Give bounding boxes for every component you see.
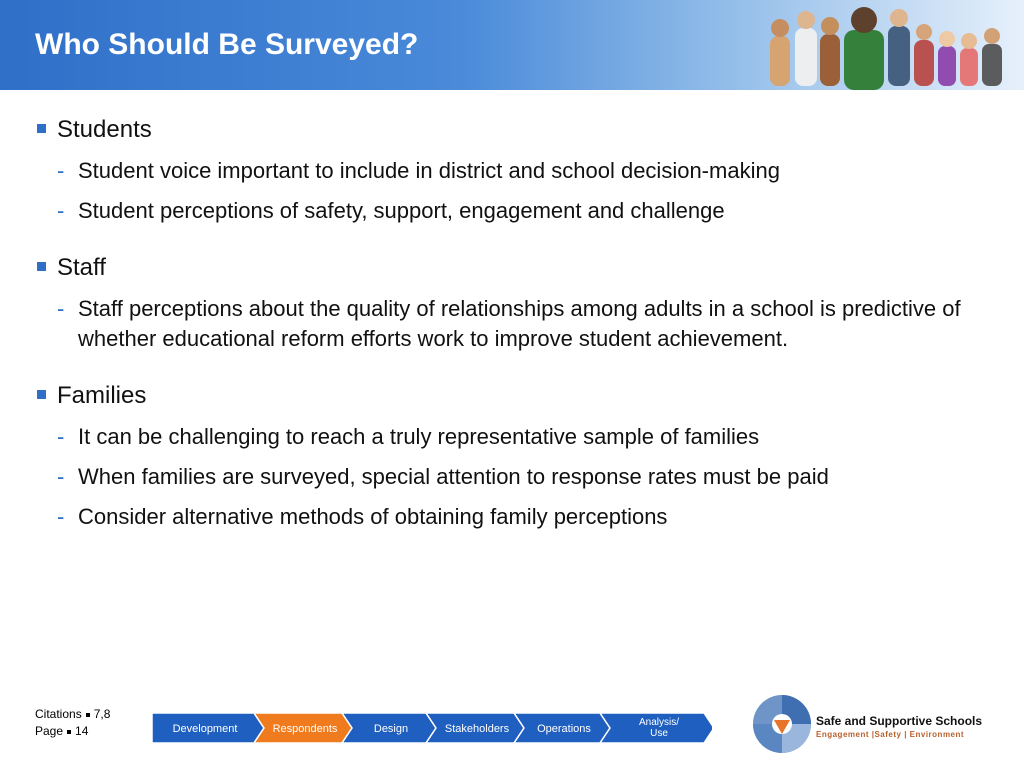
citations-line [35, 706, 110, 723]
logo-subtitle: Engagement |Safety | Environment [816, 730, 965, 739]
list-item-text: Student perceptions of safety, support, engagement and challenge [78, 198, 725, 223]
nav-step-label: Development [172, 723, 238, 735]
heading-text: Staff [57, 254, 106, 281]
list-item [35, 462, 985, 492]
students-photo [760, 6, 1010, 90]
dash-icon: - [57, 424, 65, 449]
list-item [35, 502, 985, 532]
section-heading [35, 114, 985, 146]
nav-step-analysis-use[interactable] [600, 713, 712, 743]
list-item [35, 294, 985, 354]
page-line [35, 723, 110, 740]
nav-step-respondents[interactable] [254, 713, 352, 743]
dash-icon: - [57, 158, 65, 183]
nav-step-operations[interactable] [514, 713, 610, 743]
heading-text: Families [57, 382, 147, 409]
citations-block [35, 706, 110, 740]
process-nav [152, 713, 712, 743]
list-item-text: Staff perceptions about the quality of relationships among adults in a school is predictive of whether educational reform efforts work to improve student achievement. [78, 296, 961, 351]
bullet-square-icon [37, 390, 46, 399]
list-item-text: It can be challenging to reach a truly representative sample of families [78, 424, 760, 449]
nav-step-design[interactable] [342, 713, 436, 743]
nav-step-label: Operations [537, 723, 591, 735]
list-item [35, 156, 985, 186]
dash-icon: - [57, 198, 65, 223]
slide-body [35, 114, 985, 558]
citations-value: 7,8 [93, 707, 111, 721]
bullet-square-icon [67, 730, 71, 734]
nav-step-label: Use [650, 728, 668, 739]
slide-header [0, 0, 1024, 90]
dash-icon: - [57, 464, 65, 489]
page-number: 14 [75, 724, 89, 738]
nav-step-development[interactable] [152, 713, 264, 743]
slide-title: Who Should Be Surveyed? [35, 28, 419, 61]
nav-step-stakeholders[interactable] [426, 713, 524, 743]
bullet-square-icon [86, 713, 90, 717]
dash-icon: - [57, 504, 65, 529]
section-heading [35, 380, 985, 412]
citations-label: Citations [35, 707, 82, 721]
nav-step-label: Respondents [272, 723, 338, 735]
nav-step-label: Stakeholders [444, 723, 510, 735]
section-staff [35, 252, 985, 354]
nav-step-label: Design [373, 723, 409, 735]
list-item-text: When families are surveyed, special attention to response rates must be paid [78, 464, 829, 489]
nav-step-label: Analysis/ [638, 717, 680, 728]
section-families [35, 380, 985, 532]
logo-title: Safe and Supportive Schools [816, 714, 983, 728]
dash-icon: - [57, 296, 65, 321]
list-item [35, 196, 985, 226]
heading-text: Students [57, 116, 152, 143]
logo [752, 690, 1014, 756]
bullet-square-icon [37, 124, 46, 133]
section-heading [35, 252, 985, 284]
process-chevrons [152, 713, 712, 743]
list-item-text: Student voice important to include in district and school decision-making [78, 158, 780, 183]
bullet-square-icon [37, 262, 46, 271]
list-item-text: Consider alternative methods of obtaining family perceptions [78, 504, 668, 529]
page-label: Page [35, 724, 64, 738]
sss-logo-icon [752, 690, 814, 756]
section-students [35, 114, 985, 226]
list-item [35, 422, 985, 452]
